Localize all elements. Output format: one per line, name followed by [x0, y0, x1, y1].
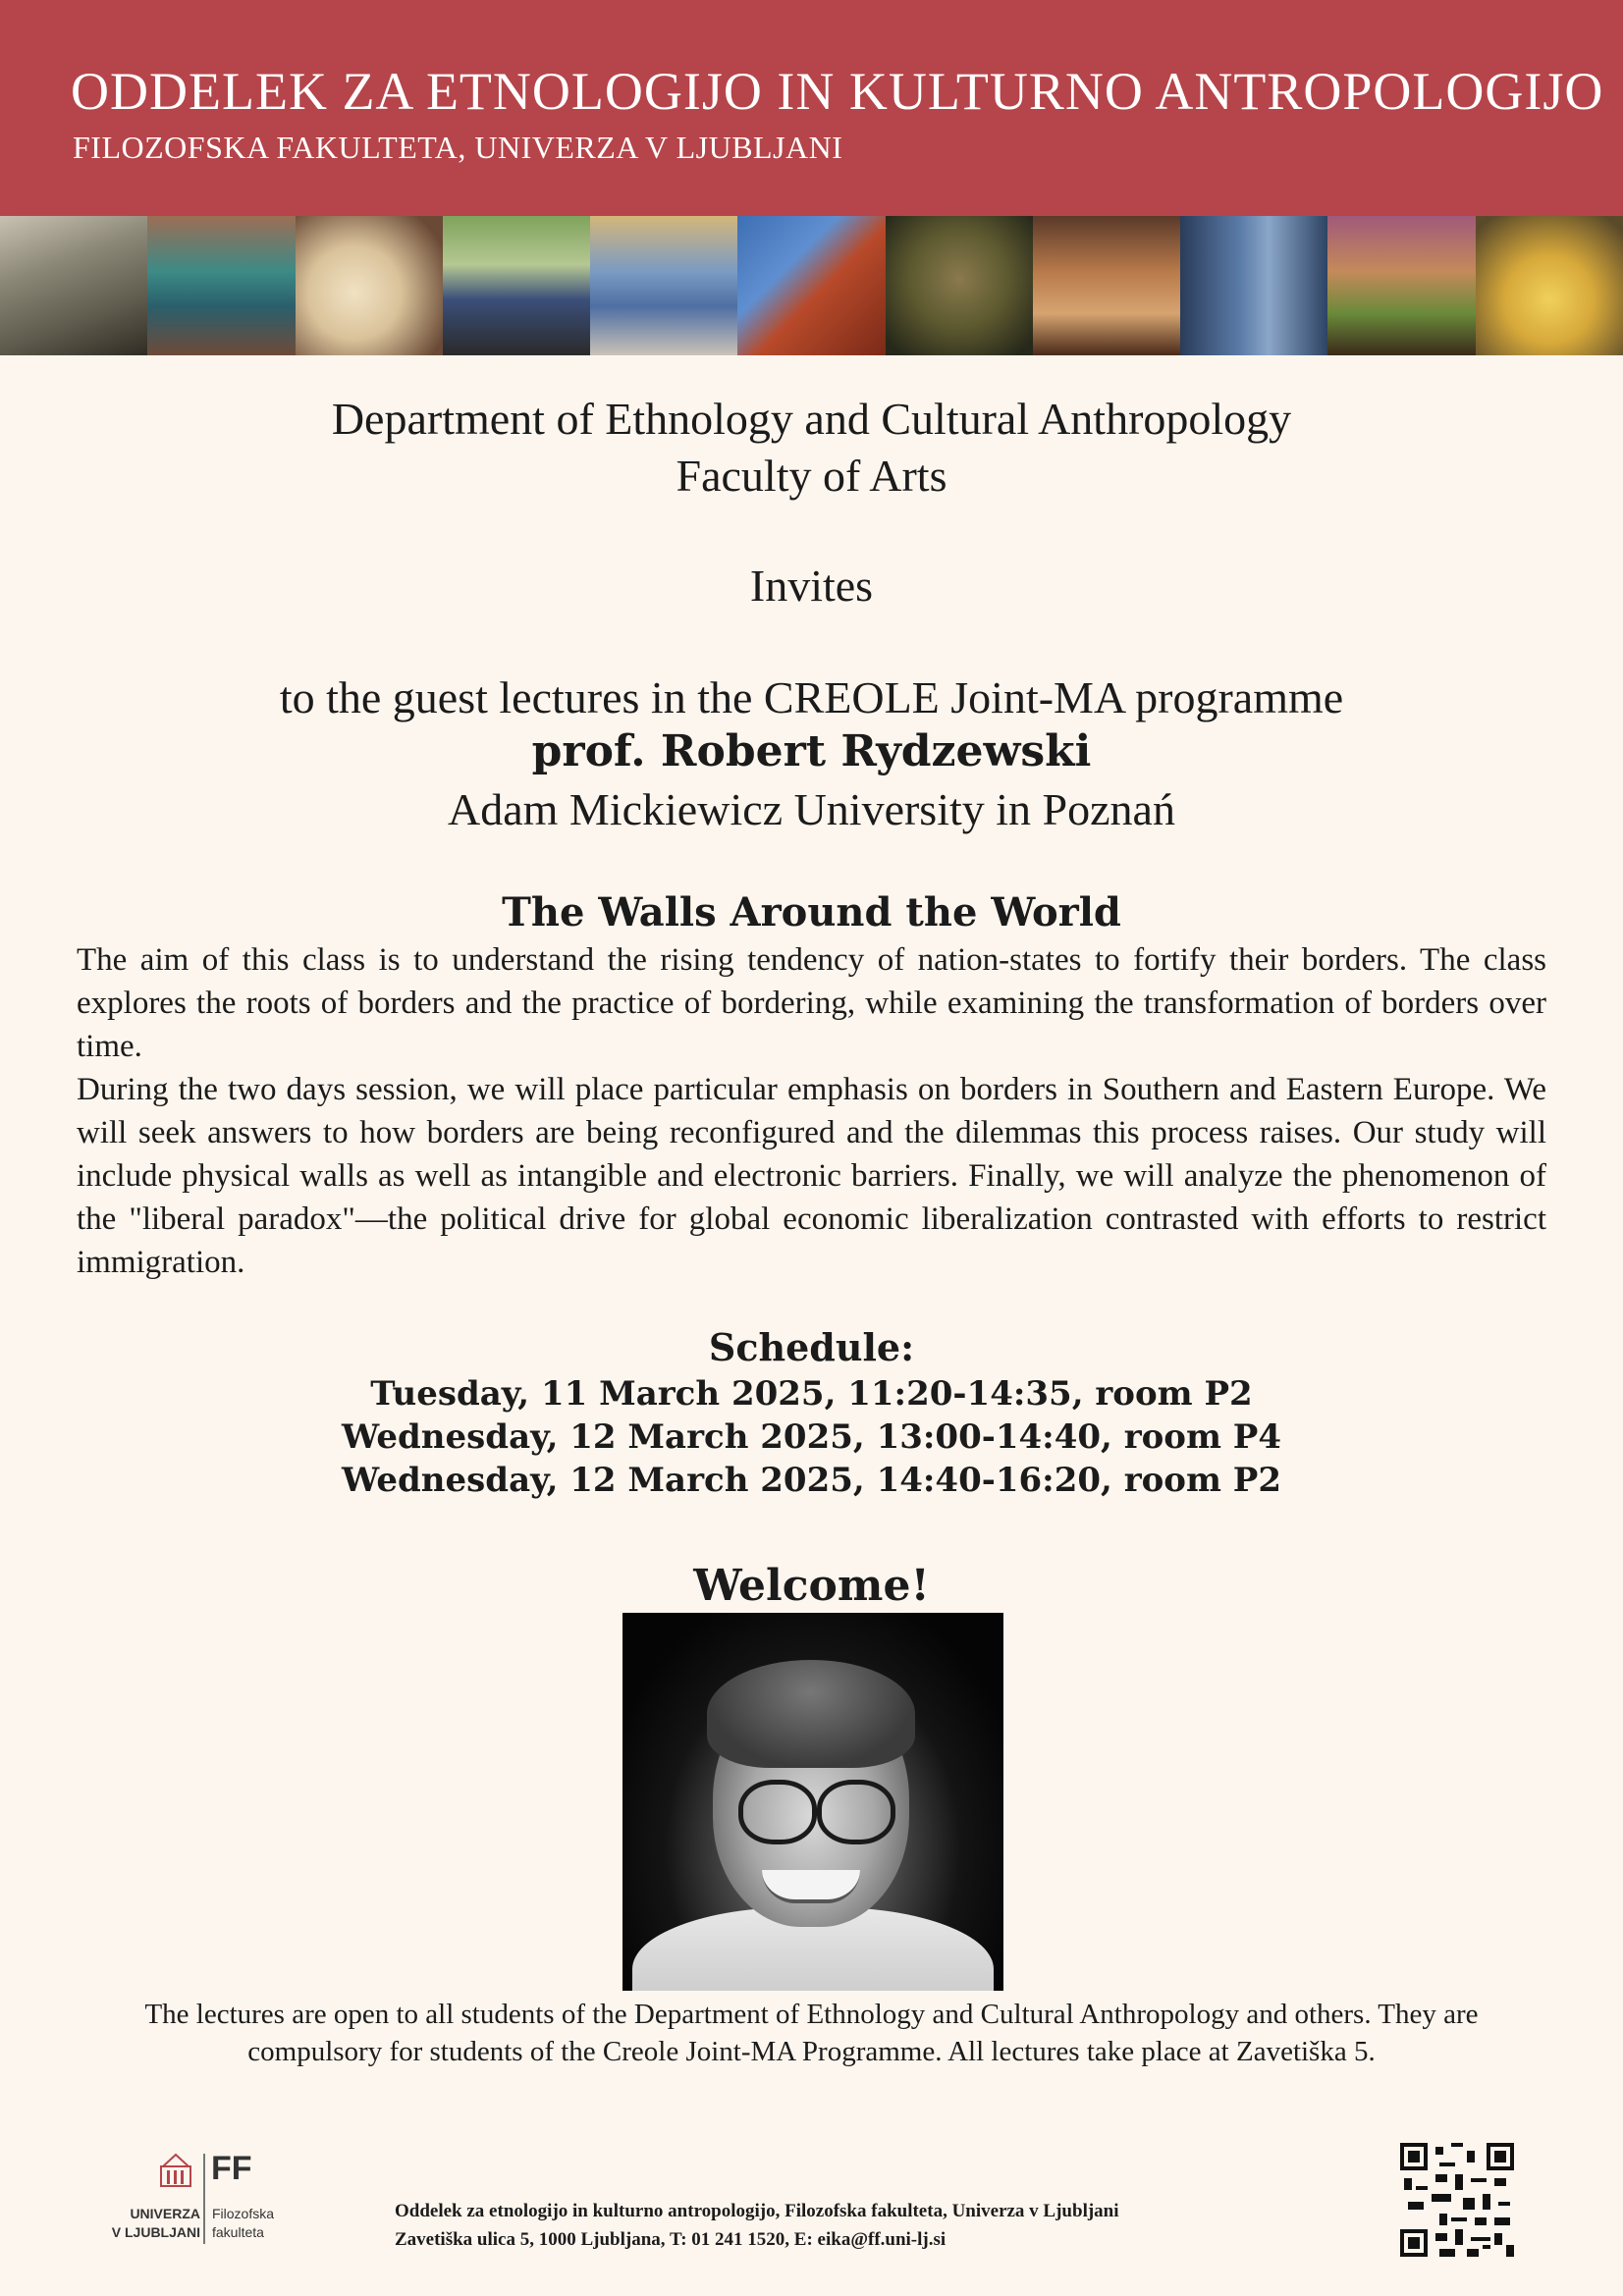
faculty-name: Faculty of Arts [676, 451, 947, 501]
photo-craftsman [147, 216, 295, 355]
photo-market [1327, 216, 1475, 355]
header-subtitle: FILOZOFSKA FAKULTETA, UNIVERZA V LJUBLJANI [73, 130, 843, 165]
schedule-heading: Schedule: [708, 1325, 915, 1369]
university-crest-icon [159, 2153, 192, 2188]
schedule-item: Wednesday, 12 March 2025, 14:40-16:20, room P2 [341, 1461, 1282, 1500]
welcome-text: Welcome! [693, 1561, 930, 1611]
ff-logo: FF [211, 2150, 252, 2187]
department-name: Department of Ethnology and Cultural Anthropology [331, 394, 1292, 444]
invites-text: Invites [749, 561, 874, 611]
photo-skyscraper [1180, 216, 1327, 355]
faculty-logo-text: Filozofska fakulteta [212, 2206, 275, 2240]
speaker-portrait [622, 1613, 1003, 1991]
note-line: The lectures are open to all students of the Department of Ethnology and Cultural Anthropology and others. They are [144, 1999, 1479, 2030]
schedule-list [0, 1372, 1623, 1502]
university-logo-text: UNIVERZA V LJUBLJANI [111, 2206, 200, 2240]
qr-code-icon [1400, 2143, 1514, 2257]
photo-dumplings [296, 216, 443, 355]
address-line: Zavetiška ulica 5, 1000 Ljubljana, T: 01 241 1520, E: eika@ff.uni-lj.si [395, 2229, 947, 2250]
schedule-item: Tuesday, 11 March 2025, 11:20-14:35, room P2 [370, 1374, 1253, 1414]
lecture-title: The Walls Around the World [502, 889, 1121, 935]
schedule-item: Wednesday, 12 March 2025, 13:00-14:40, room P4 [341, 1417, 1282, 1457]
header-title: ODDELEK ZA ETNOLOGIJO IN KULTURNO ANTROPOLOGIJO [71, 62, 1604, 121]
address-line: Oddelek za etnologijo in kulturno antropologijo, Filozofska fakulteta, Univerza v Ljubljani [395, 2201, 1119, 2221]
photo-village-house [0, 216, 147, 355]
photo-red-roof [737, 216, 885, 355]
speaker-name: prof. Robert Rydzewski [531, 726, 1092, 776]
photo-strip [0, 216, 1623, 355]
photo-crowd [590, 216, 737, 355]
photo-cheese [1476, 216, 1623, 355]
attendance-note [0, 1996, 1623, 2070]
description-paragraph: During the two days session, we will place particular emphasis on borders in Southern and Eastern Europe. We will seek answers to how borders are being reconfigured and the dilemmas this process raises. Our study will include physical walls as well as intangible and electronic barriers. Finally, we will analyze the phenomenon of the "liberal paradox"—the political drive for global economic liberalization contrasted with efforts to restrict immigration. [77, 1072, 1546, 1280]
speaker-affiliation: Adam Mickiewicz University in Poznań [448, 784, 1175, 834]
photo-dancers [443, 216, 590, 355]
logo-divider [203, 2154, 205, 2244]
note-line: compulsory for students of the Creole Joint-MA Programme. All lectures take place at Zavetiška 5. [247, 2036, 1376, 2067]
photo-kurent-mask [886, 216, 1033, 355]
photo-pottery [1033, 216, 1180, 355]
lecture-description [77, 938, 1546, 1284]
footer-address [395, 2197, 1119, 2254]
header-banner [0, 0, 1623, 216]
occasion-text: to the guest lectures in the CREOLE Joint-MA programme [279, 672, 1344, 722]
description-paragraph: The aim of this class is to understand the rising tendency of nation-states to fortify their borders. The class explores the roots of borders and the practice of bordering, while examining the transformation of borders over time. [77, 942, 1546, 1064]
